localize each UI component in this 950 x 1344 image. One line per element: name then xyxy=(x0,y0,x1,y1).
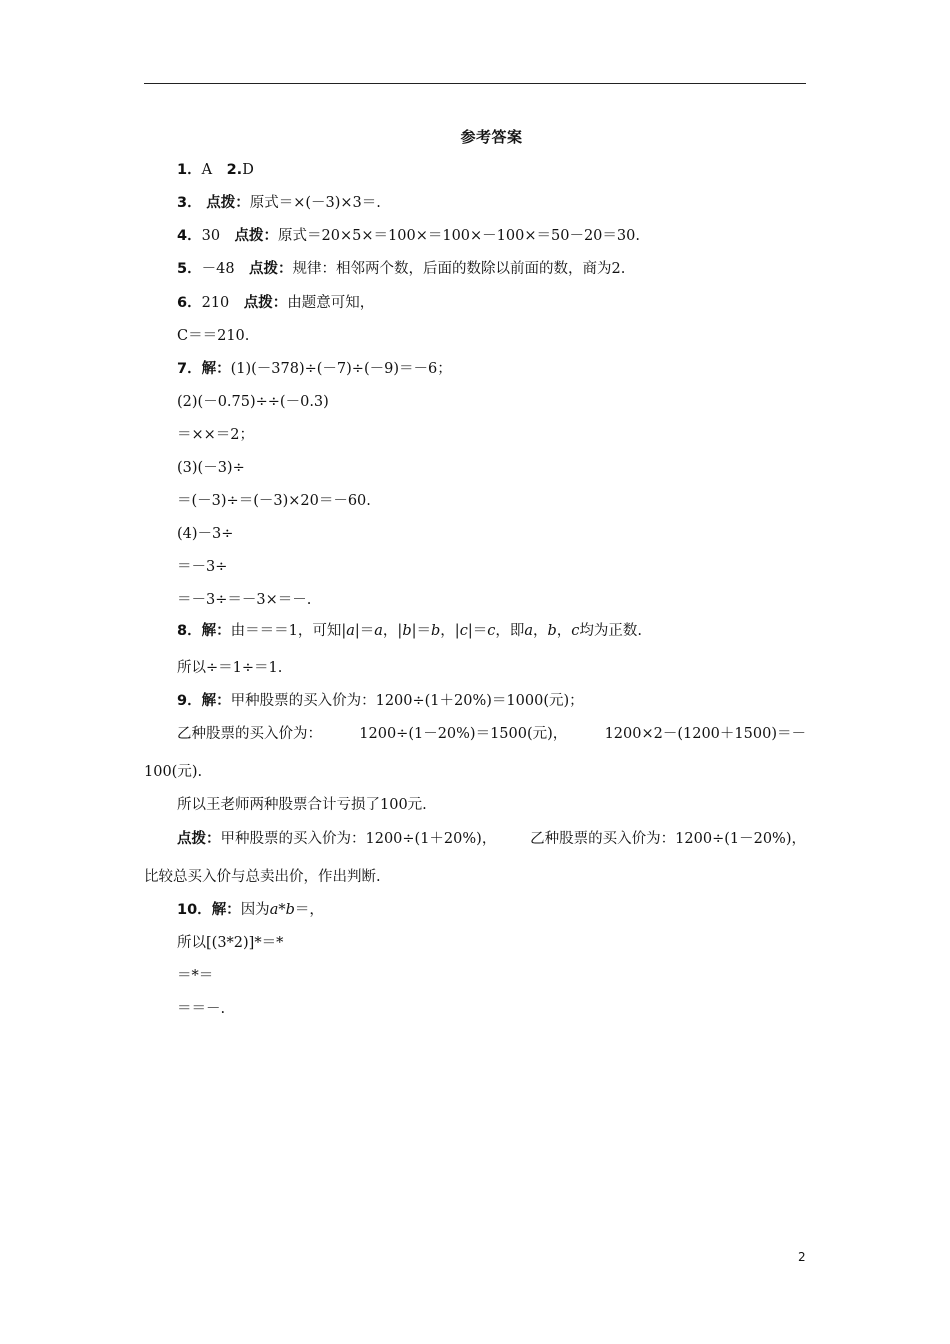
answer-7-line: ＝－3÷＝－3×＝－. xyxy=(177,592,312,608)
answer-text: ， xyxy=(556,623,572,639)
answer-7-line: ＝－3÷ xyxy=(177,559,228,575)
answer-text: 规律：相邻两个数，后面的数除以前面的数，商为2. xyxy=(292,261,626,277)
answer-8 xyxy=(177,621,642,641)
hint-label: 点拨： xyxy=(177,831,221,847)
answer-text: |＝ xyxy=(467,623,488,639)
answer-7-line: (4)－3÷ xyxy=(177,526,234,542)
answer-7-line: (2)(－0.75)÷÷(－0.3) xyxy=(177,394,329,410)
page-number: 2 xyxy=(798,1250,806,1264)
solution-label: 解： xyxy=(201,361,231,377)
variable: a xyxy=(346,623,355,639)
answer-7 xyxy=(177,359,452,379)
hint-label: 点拨： xyxy=(234,228,279,244)
hint-line xyxy=(177,829,496,849)
answer-3 xyxy=(177,193,381,213)
answer-number: 3． xyxy=(177,195,202,211)
answer-number: 2. xyxy=(226,162,243,178)
answer-number: 4． xyxy=(177,228,202,244)
answer-9-line-4: 所以王老师两种股票合计亏损了100元. xyxy=(177,797,427,813)
answer-text: (1)(－378)÷(－7)÷(－9)＝－6； xyxy=(230,361,452,377)
solution-label: 解： xyxy=(211,902,241,918)
answer-6 xyxy=(177,293,374,313)
answer-text: 由题意可知， xyxy=(287,295,375,311)
answer-10-line: ＝＝－. xyxy=(177,1001,226,1017)
answer-10-line: ＝*＝ xyxy=(177,968,214,984)
answer-9-line-2 xyxy=(177,724,806,744)
answer-value: 30 xyxy=(201,228,235,244)
answer-value: －48 xyxy=(201,261,250,277)
answer-text: |＝ xyxy=(411,623,431,639)
answer-10-line: 所以[(3*2)]*＝* xyxy=(177,935,284,951)
answer-text: 原式＝20×5×＝100×＝100×－100×＝50－20＝30. xyxy=(278,228,640,244)
answer-text: 1200÷(1－20%)＝1500(元)， xyxy=(359,726,568,742)
answer-5 xyxy=(177,259,625,279)
answer-text: 乙种股票的买入价为：1200÷(1－20%)， xyxy=(530,831,806,847)
variable: c xyxy=(571,623,580,639)
solution-label: 解： xyxy=(201,623,231,639)
variable: c xyxy=(487,623,496,639)
answer-value: D xyxy=(242,162,254,178)
answer-text: ，| xyxy=(382,623,403,639)
answer-text: ，| xyxy=(440,623,460,639)
answer-text: 甲种股票的买入价为：1200÷(1＋20%)， xyxy=(220,831,497,847)
answer-text: 原式＝×(－3)×3＝. xyxy=(249,195,381,211)
answer-9-hint xyxy=(177,829,806,849)
answer-text: 甲种股票的买入价为：1200÷(1＋20%)＝1000(元)； xyxy=(230,693,584,709)
header-rule xyxy=(144,83,806,84)
answer-9-hint-line-2: 比较总买入价与总卖出价，作出判断. xyxy=(144,869,381,885)
answer-number: 9． xyxy=(177,693,202,709)
variable: b xyxy=(547,623,557,639)
answer-7-line: ＝(－3)÷＝(－3)×20＝－60. xyxy=(177,493,371,509)
answer-9 xyxy=(177,691,584,711)
answer-text: 1200×2－(1200＋1500)＝－ xyxy=(604,726,806,742)
answer-text: 均为正数. xyxy=(579,623,643,639)
variable: b xyxy=(431,623,441,639)
variable: a xyxy=(524,623,533,639)
answer-10 xyxy=(177,900,324,920)
hint-label: 点拨： xyxy=(206,195,250,211)
hint-label: 点拨： xyxy=(243,295,288,311)
answer-number: 5． xyxy=(177,261,202,277)
answer-number: 7． xyxy=(177,361,202,377)
answer-text: ，即 xyxy=(495,623,525,639)
answer-number: 1． xyxy=(177,162,202,178)
answer-text: 因为 xyxy=(240,902,270,918)
answer-text: |＝ xyxy=(354,623,375,639)
answer-9-line-3: 100(元). xyxy=(144,764,203,780)
answer-text: ， xyxy=(532,623,548,639)
hint-label: 点拨： xyxy=(249,261,293,277)
answer-7-line: (3)(－3)÷ xyxy=(177,460,245,476)
variable: c xyxy=(459,623,468,639)
answer-6-line-2: C＝＝210. xyxy=(177,328,250,344)
answer-value: A xyxy=(201,162,227,178)
variable: b xyxy=(402,623,412,639)
answer-4 xyxy=(177,226,640,246)
answer-1-2 xyxy=(177,160,254,180)
answer-text: 由＝＝＝1，可知| xyxy=(230,623,347,639)
solution-label: 解： xyxy=(201,693,231,709)
answer-number: 6． xyxy=(177,295,202,311)
answer-text: 乙种股票的买入价为： xyxy=(177,726,322,742)
answer-7-line: ＝××＝2； xyxy=(177,427,255,443)
answer-text: ＝， xyxy=(294,902,324,918)
answer-8-line-2: 所以÷＝1÷＝1. xyxy=(177,660,283,676)
answer-number: 10． xyxy=(177,902,212,918)
answer-value: 210 xyxy=(201,295,244,311)
answer-number: 8． xyxy=(177,623,202,639)
variable: a xyxy=(374,623,383,639)
expression: a*b xyxy=(269,902,295,918)
page-title: 参考答案 xyxy=(460,128,523,146)
